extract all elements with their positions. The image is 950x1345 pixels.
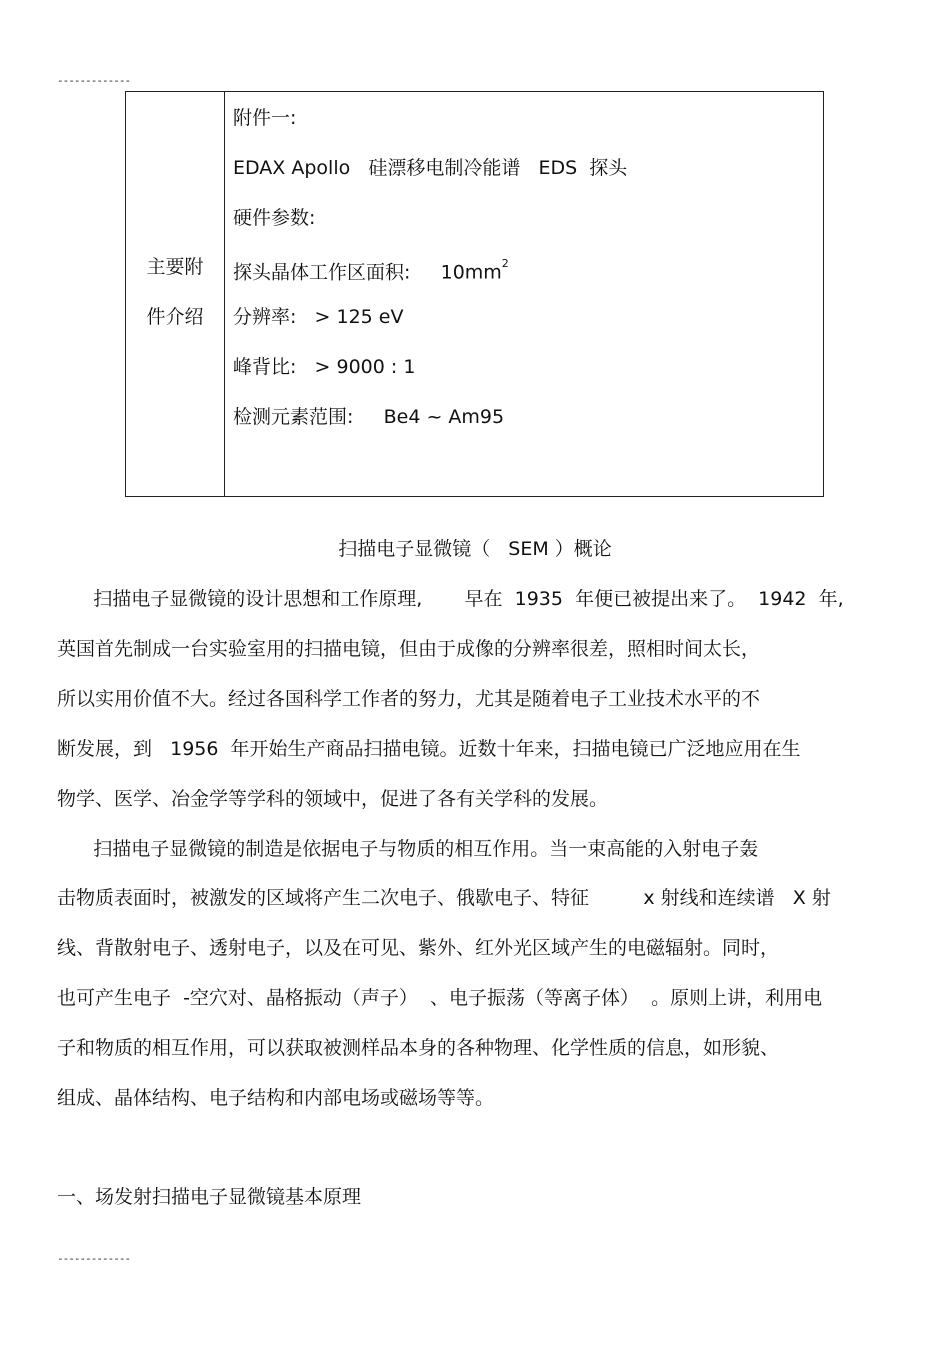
- paragraph-line: 也可产生电子 -空穴对、晶格振动（声子） 、电子振荡（等离子体） 。原则上讲，利用电: [57, 987, 823, 1009]
- product-name: EDAX Apollo 硅漂移电制冷能谱 EDS 探头: [233, 157, 628, 179]
- paragraph-line: 扫描电子显微镜的设计思想和工作原理, 早在 1935 年便已被提出来了。 1942 年,: [57, 588, 844, 610]
- crystal-area-text: 探头晶体工作区面积: 10mm: [233, 261, 502, 284]
- table-column-divider: [224, 92, 225, 496]
- attachment-table: [125, 91, 824, 497]
- crystal-area-row: [233, 255, 509, 285]
- paragraph-line: 线、背散射电子、透射电子，以及在可见、紫外、红外光区域产生的电磁辐射。同时，: [57, 937, 780, 959]
- paragraph-line: 组成、晶体结构、电子结构和内部电场或磁场等等。: [57, 1087, 495, 1109]
- paragraph-line: 英国首先制成一台实验室用的扫描电镜，但由于成像的分辨率很差，照相时间太长，: [57, 638, 761, 660]
- paragraph-line: 子和物质的相互作用，可以获取被测样品本身的各种物理、化学性质的信息，如形貌、: [57, 1037, 780, 1059]
- element-range-row: 检测元素范围: Be4 ~ Am95: [233, 406, 505, 428]
- document-title: 扫描电子显微镜（ SEM ）概论: [338, 538, 612, 560]
- crystal-area-superscript: 2: [501, 257, 509, 270]
- section-heading: 一、场发射扫描电子显微镜基本原理: [57, 1186, 362, 1208]
- table-row-label: [126, 242, 224, 342]
- paragraph-line: 所以实用价值不大。经过各国科学工作者的努力，尤其是随着电子工业技术水平的不: [57, 688, 761, 710]
- top-dash-separator: -------------: [57, 74, 131, 87]
- paragraph-line: 扫描电子显微镜的制造是依据电子与物质的相互作用。当一束高能的入射电子轰: [57, 838, 759, 860]
- paragraph-line: 物学、医学、冶金学等学科的领域中，促进了各有关学科的发展。: [57, 788, 609, 810]
- paragraph-line: 断发展，到 1956 年开始生产商品扫描电镜。近数十年来，扫描电镜已广泛地应用在生: [57, 738, 801, 760]
- attachment-label: 附件一:: [233, 107, 297, 129]
- label-line-1: 主要附: [146, 256, 204, 278]
- resolution-row: 分辨率: > 125 eV: [233, 306, 404, 328]
- hardware-params-label: 硬件参数:: [233, 207, 316, 229]
- peak-to-background-row: 峰背比: > 9000 : 1: [233, 356, 416, 378]
- paragraph-line: 击物质表面时，被激发的区域将产生二次电子、俄歇电子、特征 x 射线和连续谱 X 射: [57, 887, 831, 909]
- label-line-2: 件介绍: [146, 306, 204, 328]
- bottom-dash-separator: -------------: [57, 1252, 131, 1265]
